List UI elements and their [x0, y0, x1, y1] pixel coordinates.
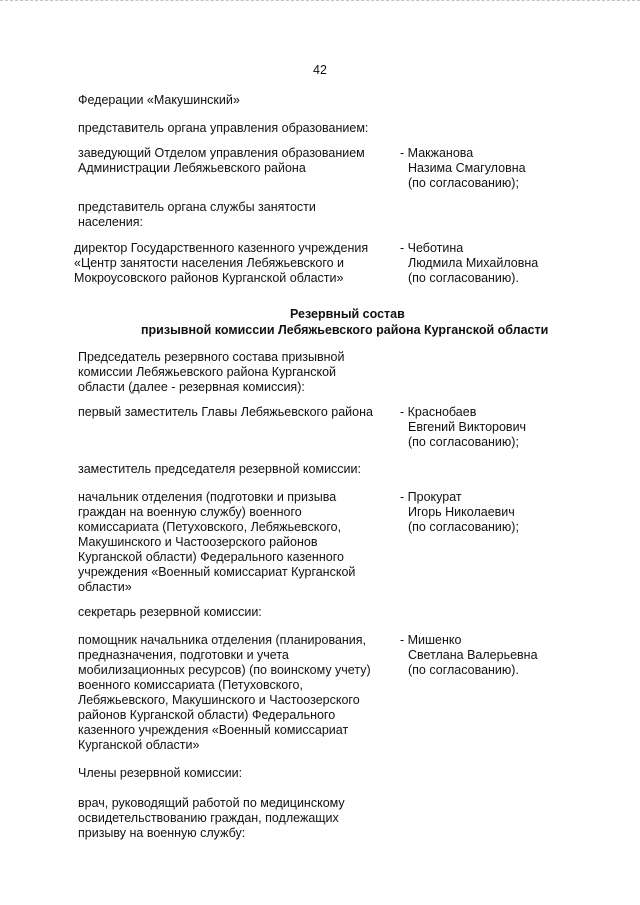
text-line: районов Курганской области) Федерального — [78, 708, 336, 722]
text-line: Макушинского и Частоозерского районов — [78, 535, 318, 549]
secretary-label — [78, 605, 383, 620]
text-line: Курганской области) Федерального казенного — [78, 550, 344, 564]
education-rep-label — [78, 121, 383, 136]
person-note: (по согласованию); — [408, 520, 519, 534]
text-line: предназначения, подготовки и учета — [78, 648, 289, 662]
first-deputy-position — [78, 405, 383, 420]
text-line: Члены резервной комиссии: — [78, 766, 243, 780]
education-head-person — [400, 146, 600, 191]
text-line: Председатель резервного состава призывной — [78, 350, 345, 364]
text-line: Федерации «Макушинский» — [78, 93, 240, 107]
scan-edge-artifact — [0, 0, 640, 13]
org-line — [78, 93, 383, 108]
section-heading-line2: призывной комиссии Лебяжьевского района Курганской области — [141, 323, 549, 337]
text-line: заместитель председателя резервной комиссии: — [78, 462, 361, 476]
employment-director-position — [74, 241, 379, 286]
department-head-position — [78, 490, 383, 595]
assistant-head-person — [400, 633, 600, 678]
text-line: казенного учреждения «Военный комиссариат — [78, 723, 349, 737]
page-number: 42 — [313, 63, 327, 77]
deputy-chair-label — [78, 462, 383, 477]
person-name: Евгений Викторович — [408, 420, 527, 434]
person-surname: - Макжанова — [400, 146, 474, 160]
employment-director-person — [400, 241, 600, 286]
text-line: граждан на военную службу) военного — [78, 505, 302, 519]
first-deputy-person — [400, 405, 600, 450]
text-line: Лебяжьевского, Макушинского и Частоозерского — [78, 693, 360, 707]
person-name: Назима Смагуловна — [408, 161, 526, 175]
person-name: Игорь Николаевич — [408, 505, 515, 519]
text-line: секретарь резервной комиссии: — [78, 605, 262, 619]
reserve-chair-label — [78, 350, 383, 395]
person-surname: - Чеботина — [400, 241, 464, 255]
education-head-position — [78, 146, 383, 176]
members-label — [78, 766, 383, 781]
text-line: области (далее - резервная комиссия): — [78, 380, 305, 394]
text-line: представитель органа управления образованием: — [78, 121, 369, 135]
person-note: (по согласованию); — [408, 176, 519, 190]
text-line: директор Государственного казенного учреждения — [74, 241, 369, 255]
person-surname: - Мишенко — [400, 633, 462, 647]
text-line: заведующий Отделом управления образованием — [78, 146, 365, 160]
employment-rep-label — [78, 200, 383, 230]
department-head-person — [400, 490, 600, 535]
text-line: комиссариата (Петуховского, Лебяжьевского, — [78, 520, 342, 534]
text-line: освидетельствованию граждан, подлежащих — [78, 811, 339, 825]
person-surname: - Краснобаев — [400, 405, 477, 419]
text-line: Курганской области» — [78, 738, 200, 752]
person-name: Светлана Валерьевна — [408, 648, 538, 662]
text-line: Мокроусовского районов Курганской области» — [74, 271, 344, 285]
text-line: населения: — [78, 215, 144, 229]
text-line: представитель органа службы занятости — [78, 200, 316, 214]
person-note: (по согласованию); — [408, 435, 519, 449]
text-line: призыву на военную службу: — [78, 826, 246, 840]
text-line: врач, руководящий работой по медицинскому — [78, 796, 345, 810]
text-line: мобилизационных ресурсов) (по воинскому учету) — [78, 663, 371, 677]
text-line: помощник начальника отделения (планирования, — [78, 633, 367, 647]
person-name: Людмила Михайловна — [408, 256, 539, 270]
assistant-head-position — [78, 633, 383, 753]
text-line: первый заместитель Главы Лебяжьевского района — [78, 405, 373, 419]
text-line: Администрации Лебяжьевского района — [78, 161, 306, 175]
text-line: военного комиссариата (Петуховского, — [78, 678, 303, 692]
text-line: учреждения «Военный комиссариат Курганской — [78, 565, 356, 579]
text-line: области» — [78, 580, 132, 594]
section-heading-line1: Резервный состав — [290, 307, 405, 321]
text-line: «Центр занятости населения Лебяжьевского и — [74, 256, 345, 270]
text-line: начальник отделения (подготовки и призыва — [78, 490, 337, 504]
doctor-position — [78, 796, 383, 841]
person-note: (по согласованию). — [408, 271, 519, 285]
text-line: комиссии Лебяжьевского района Курганской — [78, 365, 337, 379]
person-surname: - Прокурат — [400, 490, 462, 504]
person-note: (по согласованию). — [408, 663, 519, 677]
